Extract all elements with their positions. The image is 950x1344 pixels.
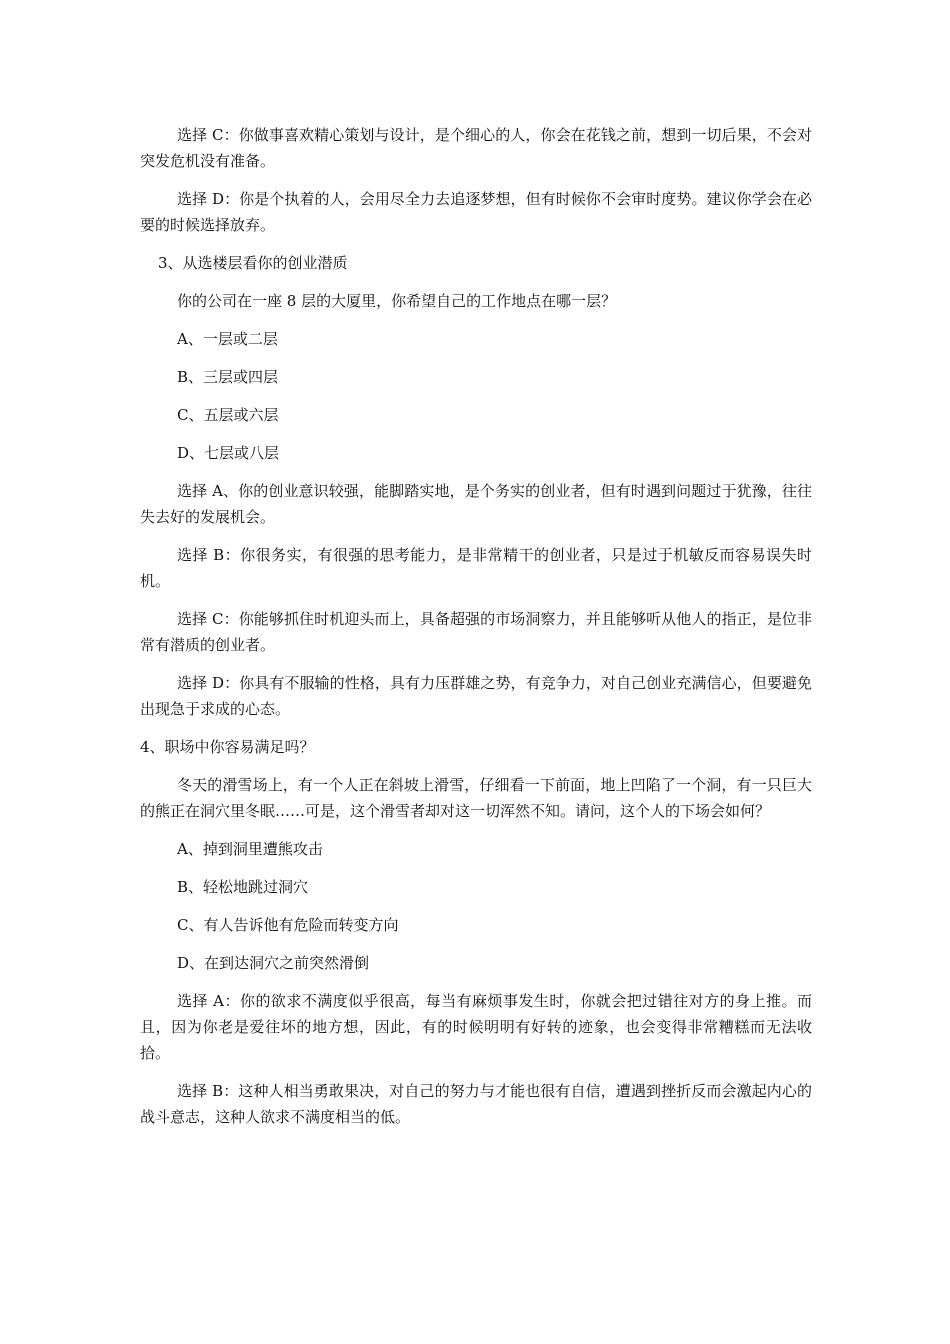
option-c-ski: C、有人告诉他有危险而转变方向 xyxy=(177,916,399,934)
question-floor: 你的公司在一座 8 层的大厦里，你希望自己的工作地点在哪一层？ xyxy=(177,292,617,310)
answer-a-floor: 选择 A、你的创业意识较强，能脚踏实地，是个务实的创业者，但有时遇到问题过于犹豫，往往失去好的发展机会。 xyxy=(140,482,812,526)
section-heading-4: 4、职场中你容易满足吗？ xyxy=(140,738,315,756)
option-b-ski: B、轻松地跳过洞穴 xyxy=(177,878,309,896)
answer-b-floor: 选择 B：你很务实，有很强的思考能力，是非常精干的创业者，只是过于机敏反而容易误失时机。 xyxy=(140,546,812,590)
section-heading-3: 3、从选楼层看你的创业潜质 xyxy=(158,254,348,272)
question-ski: 冬天的滑雪场上，有一个人正在斜坡上滑雪，仔细看一下前面，地上凹陷了一个洞，有一只巨大的熊正在洞穴里冬眠……可是，这个滑雪者却对这一切浑然不知。请问，这个人的下场会如何？ xyxy=(140,776,812,820)
answer-a-ski: 选择 A：你的欲求不满度似乎很高，每当有麻烦事发生时，你就会把过错往对方的身上推。而且，因为你老是爱往坏的地方想，因此，有的时候明明有好转的迹象，也会变得非常糟糕而无法收拾。 xyxy=(140,992,812,1062)
option-a-floor: A、一层或二层 xyxy=(177,330,278,348)
option-b-floor: B、三层或四层 xyxy=(177,368,279,386)
document-body xyxy=(140,122,812,1130)
answer-b-ski: 选择 B：这种人相当勇敢果决，对自己的努力与才能也很有自信，遭遇到挫折反而会激起内心的战斗意志，这种人欲求不满度相当的低。 xyxy=(140,1082,812,1126)
option-a-ski: A、掉到洞里遭熊攻击 xyxy=(177,840,323,858)
paragraph-choice-c-planning: 选择 C：你做事喜欢精心策划与设计，是个细心的人，你会在花钱之前，想到一切后果，不会对突发危机没有准备。 xyxy=(140,126,812,170)
option-d-floor: D、七层或八层 xyxy=(177,444,280,462)
answer-c-floor: 选择 C：你能够抓住时机迎头而上，具备超强的市场洞察力，并且能够听从他人的指正，是位非常有潜质的创业者。 xyxy=(140,610,812,654)
option-d-ski: D、在到达洞穴之前突然滑倒 xyxy=(177,954,370,972)
answer-d-floor: 选择 D：你具有不服输的性格，具有力压群雄之势，有竞争力，对自己创业充满信心，但要避免出现急于求成的心态。 xyxy=(140,674,812,718)
paragraph-choice-d-persistent: 选择 D：你是个执着的人，会用尽全力去追逐梦想，但有时候你不会审时度势。建议你学会在必要的时候选择放弃。 xyxy=(140,190,812,234)
option-c-floor: C、五层或六层 xyxy=(177,406,279,424)
